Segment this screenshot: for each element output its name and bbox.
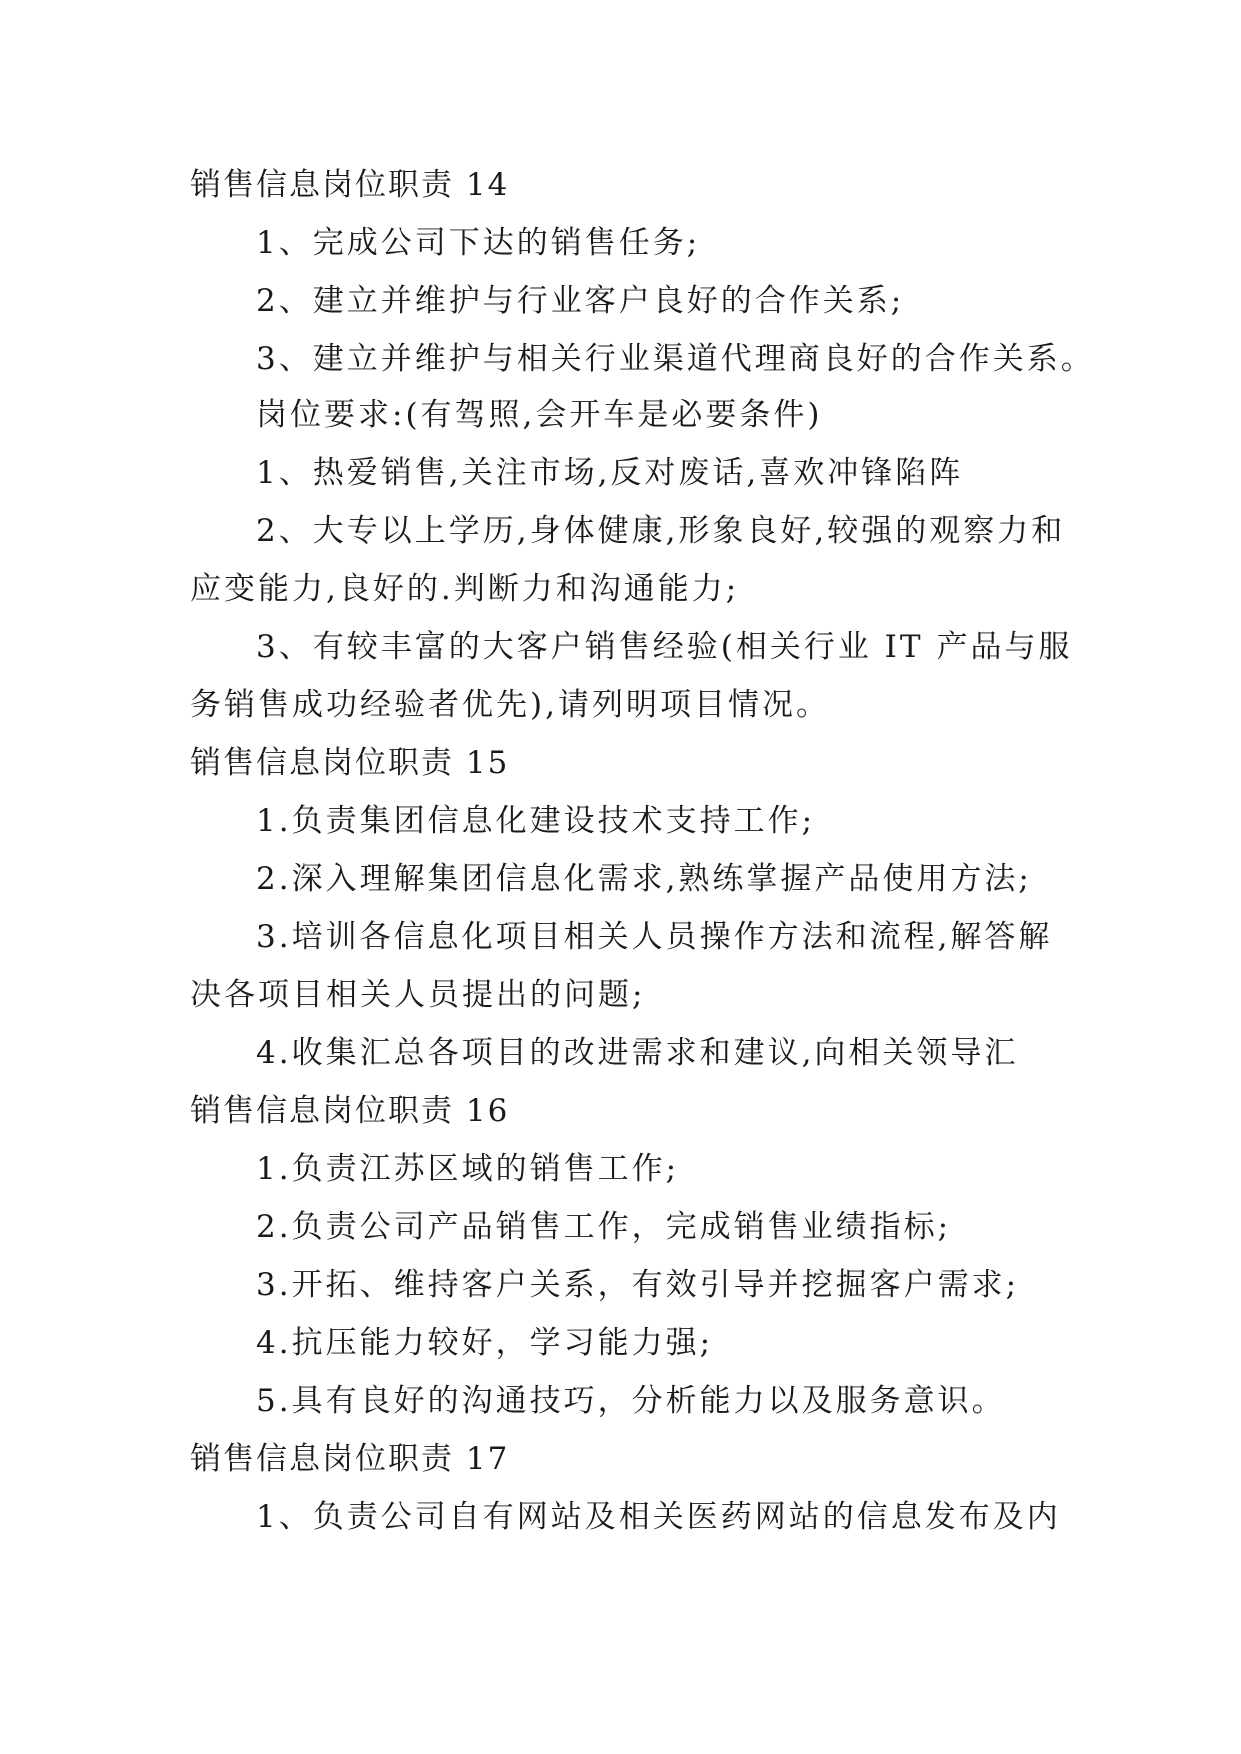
paragraph-line: 3.开拓、维持客户关系，有效引导并挖掘客户需求; [256, 1267, 1020, 1303]
paragraph-line: 4.收集汇总各项目的改进需求和建议,向相关领导汇 [256, 1035, 1019, 1071]
paragraph-line: 3、建立并维护与相关行业渠道代理商良好的合作关系。 [256, 341, 1095, 377]
paragraph-line: 2、建立并维护与行业客户良好的合作关系; [256, 283, 905, 319]
paragraph-line: 务销售成功经验者优先),请列明项目情况。 [190, 687, 830, 723]
paragraph-line: 5.具有良好的沟通技巧，分析能力以及服务意识。 [256, 1383, 1006, 1419]
paragraph-line: 1.负责集团信息化建设技术支持工作; [256, 803, 816, 839]
section-heading: 销售信息岗位职责 16 [190, 1093, 510, 1129]
paragraph-line: 3、有较丰富的大客户销售经验(相关行业 IT 产品与服 [256, 629, 1073, 665]
paragraph-line: 2.深入理解集团信息化需求,熟练掌握产品使用方法; [256, 861, 1032, 897]
paragraph-line: 岗位要求:(有驾照,会开车是必要条件) [256, 397, 823, 433]
paragraph-line: 4.抗压能力较好，学习能力强; [256, 1325, 714, 1361]
paragraph-line: 1、负责公司自有网站及相关医药网站的信息发布及内 [256, 1499, 1061, 1535]
section-heading: 销售信息岗位职责 14 [190, 167, 510, 203]
paragraph-line: 应变能力,良好的.判断力和沟通能力; [190, 571, 740, 607]
section-heading: 销售信息岗位职责 15 [190, 745, 510, 781]
paragraph-line: 1、完成公司下达的销售任务; [256, 225, 701, 261]
section-heading: 销售信息岗位职责 17 [190, 1441, 510, 1477]
paragraph-line: 决各项目相关人员提出的问题; [190, 977, 646, 1013]
paragraph-line: 2、大专以上学历,身体健康,形象良好,较强的观察力和 [256, 513, 1066, 549]
paragraph-line: 1.负责江苏区域的销售工作; [256, 1151, 680, 1187]
paragraph-line: 3.培训各信息化项目相关人员操作方法和流程,解答解 [256, 919, 1053, 955]
paragraph-line: 1、热爱销售,关注市场,反对废话,喜欢冲锋陷阵 [256, 455, 964, 491]
paragraph-line: 2.负责公司产品销售工作，完成销售业绩指标; [256, 1209, 952, 1245]
